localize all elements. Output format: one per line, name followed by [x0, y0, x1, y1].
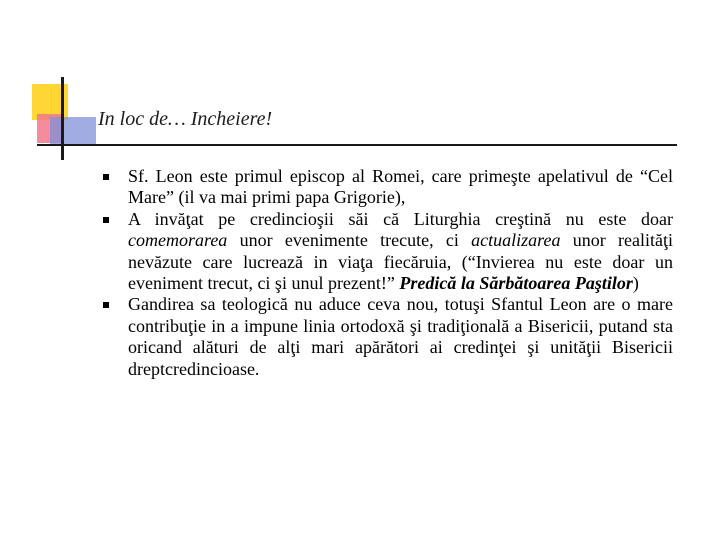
- bullet-text: [128, 294, 673, 380]
- title-underline: [37, 144, 677, 146]
- italic-text-run: comemorarea: [128, 230, 228, 251]
- bullet-item: [103, 209, 673, 295]
- bullet-text-run: ): [632, 273, 639, 294]
- square-bullet-icon: [103, 217, 109, 223]
- square-bullet-icon: [103, 302, 109, 308]
- bullet-item: [103, 166, 673, 209]
- decorative-blue-square: [50, 117, 96, 144]
- bullet-text-run: Gandirea sa teologică nu aduce ceva nou, totuşi Sfantul Leon are o mare contribuţie in a impune linia ortodoxă şi tradiţională a Bisericii, putand sta oricand alături de alţi mari apărători ai credinţei şi unităţii Bisericii dreptcredincioase.: [128, 294, 673, 379]
- bullet-list: [103, 166, 673, 380]
- bold-italic-text-run: Predică la Sărbătoarea Paştilor: [399, 273, 633, 294]
- slide-title: In loc de… Incheiere!: [98, 108, 273, 130]
- bullet-text-run: Sf. Leon este primul episcop al Romei, care primeşte apelativul de “Cel Mare” (il va mai primi papa Grigorie),: [128, 166, 673, 208]
- square-bullet-icon: [103, 174, 109, 180]
- bullet-text: [128, 209, 673, 295]
- italic-text-run: actualizarea: [471, 230, 561, 251]
- bullet-text-run: unor evenimente trecute, ci: [227, 230, 472, 251]
- bullet-text: [128, 166, 673, 209]
- bullet-text-run: unor realităţi nevăzute care lucrează in viaţa fiecăruia, (“Invierea nu este doar un eveniment trecut, ci şi unul prezent!”: [128, 230, 673, 294]
- bullet-text-run: A invăţat pe credincioşii săi că Liturghia creştină nu este doar: [128, 208, 673, 229]
- bullet-item: [103, 294, 673, 380]
- decorative-vertical-line: [61, 77, 64, 160]
